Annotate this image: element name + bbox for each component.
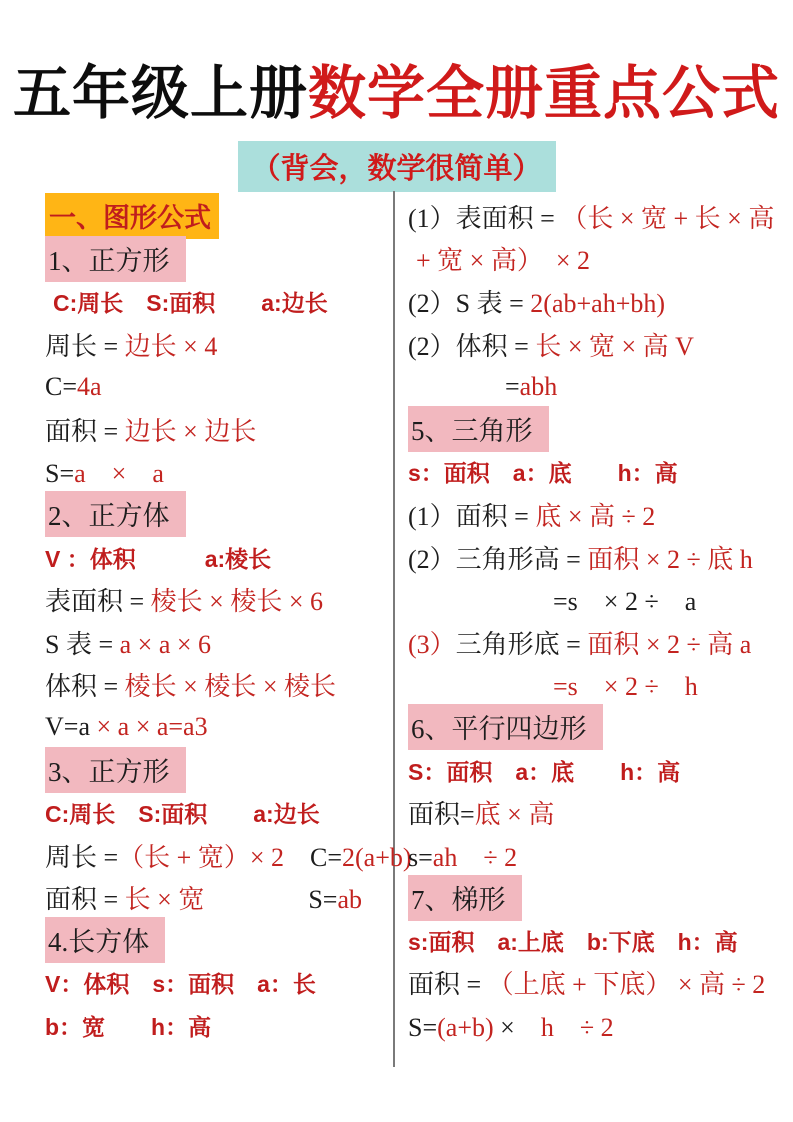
text-segment: 6、平行四边形 bbox=[411, 714, 587, 745]
text-segment: C:周长 S:面积 a:边长 bbox=[45, 801, 320, 828]
formula-line bbox=[45, 877, 385, 920]
variable-legend bbox=[408, 451, 770, 494]
text-segment: （长 × 宽 + 长 × 高 bbox=[561, 203, 775, 233]
line-text bbox=[45, 236, 186, 282]
text-segment: (2）体积 = bbox=[408, 331, 536, 361]
text-segment: (2）S 表 = bbox=[408, 288, 531, 318]
text-segment: 2、正方体 bbox=[48, 501, 170, 532]
text-segment: V ：体积 a:棱长 bbox=[45, 545, 272, 572]
section-header bbox=[45, 749, 385, 792]
formula-line bbox=[408, 323, 770, 366]
left-column bbox=[45, 195, 412, 1047]
text-segment: 棱长 × 棱长 × 6 bbox=[150, 587, 323, 617]
line-text bbox=[45, 411, 256, 448]
formula-line bbox=[408, 280, 770, 323]
text-segment: s= bbox=[408, 842, 433, 872]
line-text bbox=[408, 198, 774, 235]
variable-legend bbox=[45, 280, 385, 323]
line-text bbox=[408, 704, 603, 750]
page-title-black-part: 五年级上册 bbox=[12, 61, 308, 126]
formula-line bbox=[45, 621, 385, 664]
text-segment: 2(ab+ah+bh) bbox=[530, 288, 666, 318]
line-text bbox=[408, 837, 517, 874]
text-segment: 面积= bbox=[408, 800, 475, 830]
text-segment: 面积 × 2 ÷ 底 h bbox=[587, 544, 753, 574]
formula-line bbox=[45, 664, 385, 707]
line-text bbox=[45, 837, 412, 874]
text-segment: 面积 = bbox=[408, 970, 488, 1000]
section-header bbox=[45, 238, 385, 281]
text-segment: 4a bbox=[77, 371, 102, 401]
line-text bbox=[53, 285, 328, 318]
text-segment: (a+b) bbox=[437, 1013, 494, 1043]
line-text bbox=[408, 624, 751, 661]
line-text bbox=[45, 372, 102, 402]
line-text bbox=[416, 240, 590, 277]
line-text bbox=[408, 754, 680, 787]
text-segment: 1、正方形 bbox=[48, 245, 170, 276]
text-segment: 底 × 高 ÷ 2 bbox=[535, 501, 656, 531]
text-segment: =s × 2 ÷ h bbox=[553, 672, 698, 702]
text-segment: 7、梯形 bbox=[411, 884, 506, 915]
text-segment: × a × a=a3 bbox=[89, 712, 208, 742]
line-text bbox=[45, 879, 362, 916]
variable-legend bbox=[408, 919, 770, 962]
right-column bbox=[408, 195, 775, 1047]
text-segment: C= bbox=[284, 842, 343, 872]
section-header bbox=[408, 877, 770, 920]
formula-line bbox=[408, 664, 770, 707]
formula-line bbox=[408, 834, 770, 877]
line-text bbox=[45, 581, 323, 618]
section-header bbox=[408, 408, 770, 451]
text-segment: V=a bbox=[45, 712, 90, 742]
line-text bbox=[553, 666, 698, 703]
line-text bbox=[45, 666, 336, 703]
text-segment: ah ÷ 2 bbox=[432, 842, 518, 872]
formula-line bbox=[408, 195, 775, 238]
text-segment: 三角形底 = bbox=[455, 629, 588, 659]
text-segment: 周长 = bbox=[45, 331, 125, 361]
formula-line bbox=[408, 791, 770, 834]
variable-legend bbox=[45, 1004, 385, 1047]
text-segment: s：面积 a：底 h：高 bbox=[408, 460, 678, 487]
line-text bbox=[408, 924, 738, 957]
text-segment: 棱长 × 棱长 × 棱长 bbox=[124, 672, 336, 702]
line-text bbox=[45, 541, 271, 574]
text-segment: 3、正方形 bbox=[48, 757, 170, 788]
page-title bbox=[0, 46, 793, 130]
text-segment: 体积 = bbox=[45, 672, 125, 702]
formula-line bbox=[45, 408, 385, 451]
text-segment: 面积 × 2 ÷ 高 a bbox=[587, 629, 752, 659]
text-segment: 2(a+b) bbox=[342, 842, 412, 872]
formula-line bbox=[408, 621, 770, 664]
formula-line bbox=[408, 493, 770, 536]
formula-line bbox=[45, 323, 385, 366]
formula-line bbox=[408, 962, 770, 1005]
line-text bbox=[45, 747, 186, 793]
formula-line bbox=[408, 238, 770, 281]
text-segment: 面积 = bbox=[45, 885, 125, 915]
line-text bbox=[408, 455, 678, 488]
line-text bbox=[408, 1007, 614, 1044]
line-text bbox=[408, 964, 765, 1001]
line-text bbox=[45, 1009, 211, 1042]
formula-line bbox=[45, 834, 412, 877]
text-segment: (2）三角形高 = bbox=[408, 544, 588, 574]
line-text bbox=[45, 193, 219, 239]
text-segment: ab bbox=[337, 885, 363, 915]
text-segment: (1）表面积 = bbox=[408, 203, 562, 233]
line-text bbox=[408, 875, 522, 921]
line-text bbox=[45, 712, 208, 742]
text-segment: a × a × 6 bbox=[119, 629, 212, 659]
line-text bbox=[45, 624, 211, 661]
line-text bbox=[408, 406, 549, 452]
variable-legend bbox=[408, 749, 770, 792]
line-text bbox=[45, 491, 186, 537]
line-text bbox=[45, 453, 164, 490]
line-text bbox=[408, 496, 655, 533]
text-segment: S= bbox=[45, 459, 75, 489]
text-segment: =s × 2 ÷ a bbox=[553, 587, 697, 617]
line-text bbox=[408, 283, 665, 320]
text-segment: C:周长 S:面积 a:边长 bbox=[53, 289, 328, 316]
text-segment: 边长 × 边长 bbox=[124, 416, 257, 446]
line-text bbox=[45, 917, 165, 963]
section-header bbox=[45, 493, 385, 536]
variable-legend bbox=[45, 536, 385, 579]
line-text bbox=[408, 794, 554, 831]
text-segment: s:面积 a:上底 b:下底 h：高 bbox=[408, 928, 738, 955]
text-segment: （上底 + 下底） × 高 ÷ 2 bbox=[487, 970, 766, 1000]
line-text bbox=[45, 966, 316, 999]
text-segment: (3） bbox=[408, 629, 456, 659]
text-segment: 一、图形公式 bbox=[49, 203, 211, 234]
text-segment: 长 × 宽 × 高 V bbox=[535, 331, 694, 361]
variable-legend bbox=[45, 791, 385, 834]
formula-line bbox=[45, 451, 385, 494]
text-segment: 5、三角形 bbox=[411, 416, 533, 447]
text-segment: a × a bbox=[74, 459, 164, 489]
formula-line bbox=[408, 578, 770, 621]
text-segment: S= bbox=[408, 1013, 438, 1043]
text-segment: 4.长方体 bbox=[48, 927, 150, 958]
subtitle-badge: （背会，数学很简单） bbox=[237, 141, 555, 192]
text-segment: × bbox=[493, 1013, 515, 1043]
text-segment: abh bbox=[519, 371, 558, 401]
text-segment: 底 × 高 bbox=[474, 800, 555, 830]
variable-legend bbox=[45, 962, 385, 1005]
line-text bbox=[45, 796, 320, 829]
text-segment: 长 × 宽 bbox=[124, 885, 205, 915]
text-segment: S= bbox=[204, 885, 338, 915]
line-text bbox=[45, 326, 217, 363]
formula-line bbox=[45, 578, 385, 621]
text-segment: 表面积 = bbox=[45, 587, 151, 617]
text-segment: + 宽 × 高） × 2 bbox=[416, 246, 590, 276]
page-title-red-part: 数学全册重点公式 bbox=[308, 61, 781, 126]
formula-line bbox=[408, 536, 770, 579]
text-segment: = bbox=[505, 371, 520, 401]
line-text bbox=[505, 372, 557, 402]
text-segment: V：体积 s：面积 a：长 bbox=[45, 971, 316, 998]
section-header bbox=[408, 706, 770, 749]
line-text bbox=[408, 326, 694, 363]
line-text bbox=[408, 539, 753, 576]
text-segment: S 表 = bbox=[45, 629, 120, 659]
section-title bbox=[45, 195, 385, 238]
formula-line bbox=[408, 1004, 770, 1047]
column-divider bbox=[393, 191, 395, 1067]
formula-line bbox=[45, 365, 385, 408]
text-segment: S：面积 a：底 h：高 bbox=[408, 758, 681, 785]
section-header bbox=[45, 919, 385, 962]
text-segment: h ÷ 2 bbox=[514, 1013, 614, 1043]
text-segment: 面积 = bbox=[45, 416, 125, 446]
text-segment: 周长 = bbox=[45, 842, 119, 872]
text-segment: (1）面积 = bbox=[408, 501, 536, 531]
text-segment: C= bbox=[45, 371, 78, 401]
text-segment: 边长 × 4 bbox=[124, 331, 218, 361]
formula-line bbox=[45, 706, 385, 749]
formula-line bbox=[408, 365, 770, 408]
text-segment: （长 + 宽）× 2 bbox=[118, 842, 284, 872]
line-text bbox=[553, 581, 696, 618]
text-segment: b：宽 h：高 bbox=[45, 1014, 212, 1041]
